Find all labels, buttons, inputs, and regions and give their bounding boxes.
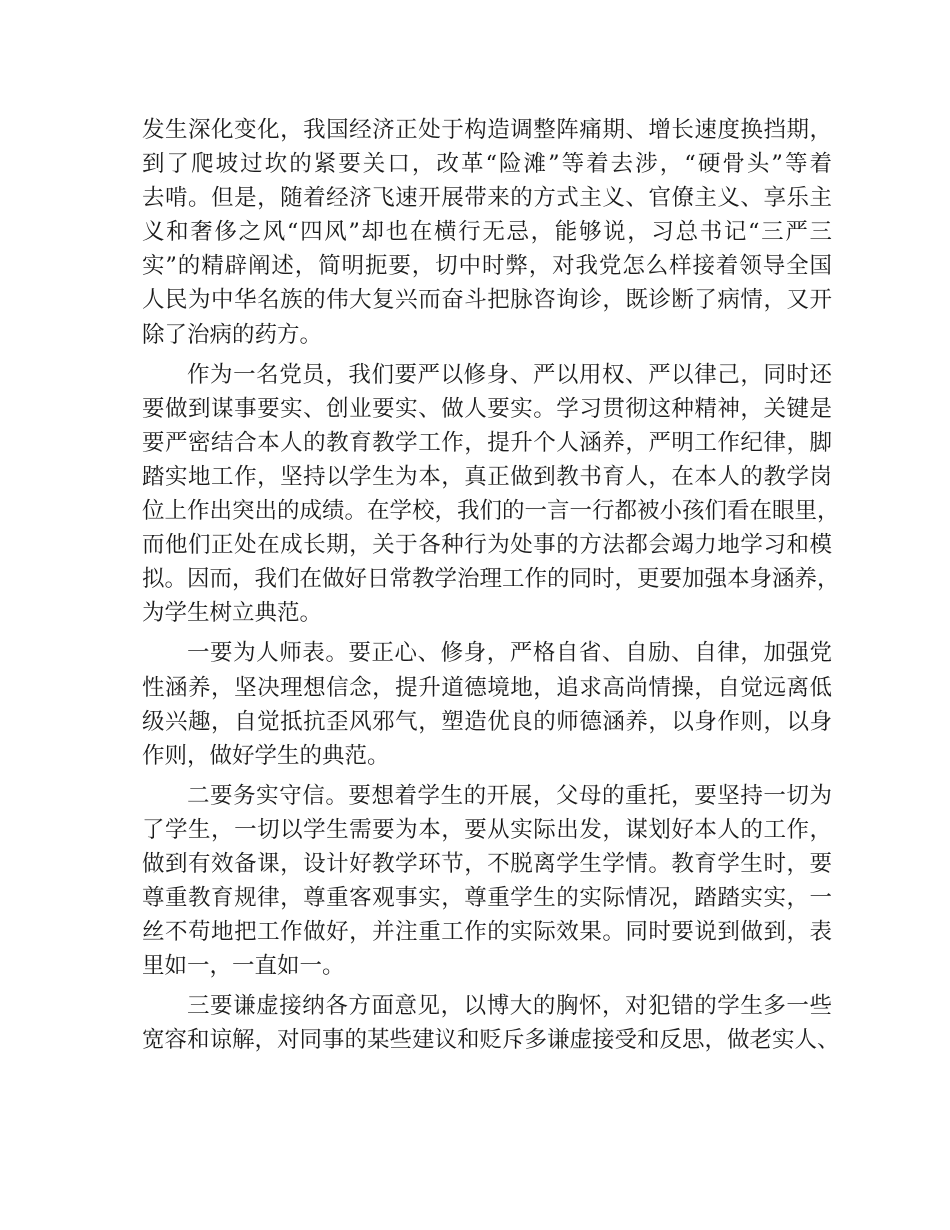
paragraph-3 — [142, 636, 832, 772]
paragraph-5 — [142, 989, 840, 1057]
text-line: 而他们正处在成长期，关于各种行为处事的方法都会竭力地学习和模 — [142, 532, 832, 559]
text-line: 人民为中华名族的伟大复兴而奋斗把脉咨询诊，既诊断了病情，又开 — [142, 287, 832, 314]
text-line: 作则，做好学生的典范。 — [142, 742, 390, 769]
text-line: 到了爬坡过坎的紧要关口，改革“险滩”等着去涉，“硬骨头”等着 — [142, 151, 832, 178]
text-line: 一要为人师表。要正心、修身，严格自省、自励、自律，加强党 — [187, 640, 832, 667]
text-line: 踏实地工作，坚持以学生为本，真正做到教书育人，在本人的教学岗 — [142, 463, 832, 490]
text-line: 二要务实守信。要想着学生的开展，父母的重托，要坚持一切为 — [187, 782, 832, 809]
text-line: 要严密结合本人的教育教学工作，提升个人涵养，严明工作纪律，脚 — [142, 429, 832, 456]
body-text — [142, 113, 840, 1058]
text-line: 发生深化变化，我国经济正处于构造调整阵痛期、增长速度换挡期， — [142, 117, 832, 143]
paragraph-4 — [142, 779, 832, 984]
text-line: 尊重教育规律，尊重客观事实，尊重学生的实际情况，踏踏实实，一 — [142, 885, 832, 912]
text-line: 作为一名党员，我们要严以修身、严以用权、严以律己，同时还 — [187, 361, 832, 388]
text-line: 做到有效备课，设计好教学环节，不脱离学生学情。教育学生时，要 — [142, 850, 832, 877]
text-line: 为学生树立典范。 — [142, 600, 323, 627]
text-line: 里如一，一直如一。 — [142, 953, 345, 980]
text-line: 除了治病的药方。 — [142, 321, 323, 348]
paragraph-1 — [142, 113, 832, 352]
text-line: 要做到谋事要实、创业要实、做人要实。学习贯彻这种精神，关键是 — [142, 395, 832, 422]
text-line: 实”的精辟阐述，简明扼要，切中时弊，对我党怎么样接着领导全国 — [142, 253, 832, 280]
text-line: 性涵养，坚决理想信念，提升道德境地，追求高尚情操，自觉远离低 — [142, 674, 832, 701]
text-line: 去啃。但是，随着经济飞速开展带来的方式主义、官僚主义、享乐主 — [142, 185, 832, 212]
text-line: 了学生，一切以学生需要为本，要从实际出发，谋划好本人的工作， — [142, 816, 832, 843]
text-line: 拟。因而，我们在做好日常教学治理工作的同时，更要加强本身涵养， — [142, 566, 840, 593]
text-line: 位上作出突出的成绩。在学校，我们的一言一行都被小孩们看在眼里， — [142, 498, 840, 525]
text-line: 义和奢侈之风“四风”却也在横行无忌，能够说，习总书记“三严三 — [142, 219, 832, 246]
text-line: 三要谦虚接纳各方面意见，以博大的胸怀，对犯错的学生多一些 — [187, 993, 832, 1020]
text-line: 级兴趣，自觉抵抗歪风邪气，塑造优良的师德涵养，以身作则，以身 — [142, 708, 832, 735]
text-line: 丝不苟地把工作做好，并注重工作的实际效果。同时要说到做到，表 — [142, 919, 832, 946]
text-line: 宽容和谅解，对同事的某些建议和贬斥多谦虚接受和反思，做老实人、 — [142, 1027, 840, 1054]
paragraph-2 — [142, 358, 840, 631]
